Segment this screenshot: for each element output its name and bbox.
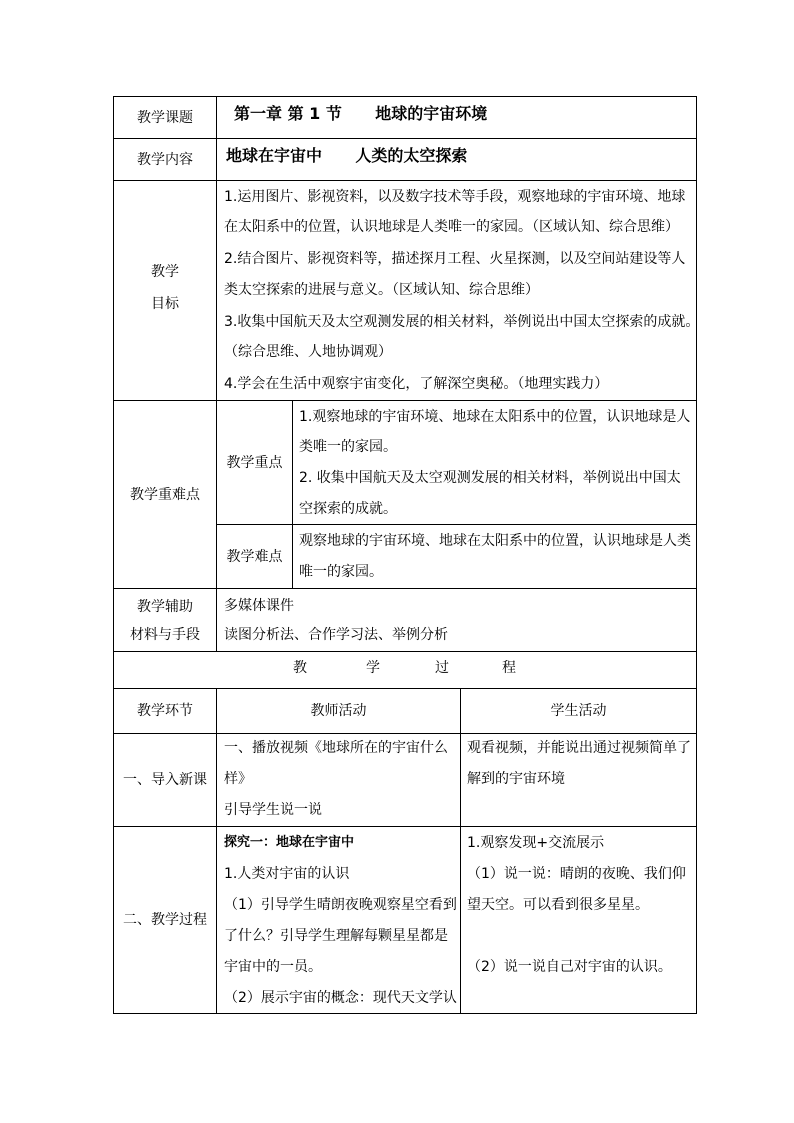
student-line: 望天空。可以看到很多星星。 [467, 897, 649, 913]
difficult-point-line: 唯一的家园。 [299, 564, 383, 580]
grid-line [696, 96, 697, 1014]
objectives-label-line2: 目标 [151, 296, 179, 312]
grid-line [460, 688, 461, 1014]
col-header-stage: 教学环节 [137, 703, 193, 719]
aids-line: 读图分析法、合作学习法、举例分析 [224, 627, 448, 643]
aids-label [114, 597, 216, 645]
objective-line: （综合思维、人地协调观） [224, 344, 392, 360]
teacher-line: （2）展示宇宙的概念：现代天文学认 [224, 990, 457, 1006]
aids-line: 多媒体课件 [224, 598, 294, 614]
process-title-char: 学 [366, 660, 380, 676]
teacher-line: 1.人类对宇宙的认识 [224, 866, 350, 882]
key-point-line: 2. 收集中国航天及太空观测发展的相关材料，举例说出中国太 [299, 470, 681, 486]
key-points-label: 教学重点 [226, 454, 283, 471]
student-line: （2）说一说自己对宇宙的认识。 [467, 959, 672, 975]
key-difficult-label: 教学重难点 [130, 486, 200, 503]
objectives-label-line1: 教学 [151, 264, 179, 280]
aids-label-line2: 材料与手段 [130, 627, 200, 643]
stage-process: 二、教学过程 [123, 912, 207, 928]
objective-line: 4.学会在生活中观察宇宙变化，了解深空奥秘。（地理实践力） [224, 376, 609, 392]
teacher-line: 样》 [224, 771, 252, 787]
process-title-char: 程 [502, 660, 516, 676]
col-header-teacher: 教师活动 [310, 703, 367, 719]
objective-line: 1.运用图片、影视资料，以及数字技术等手段，观察地球的宇宙环境、地球 [224, 189, 686, 205]
content-value: 地球在宇宙中 人类的太空探索 [226, 146, 468, 165]
teacher-line: 引导学生说一说 [224, 802, 322, 818]
topic-label: 教学课题 [137, 109, 193, 126]
process-title-char: 过 [435, 660, 449, 676]
aids-label-line1: 教学辅助 [137, 599, 193, 615]
grid-line [113, 588, 697, 589]
teacher-line: （1）引导学生晴朗夜晚观察星空看到 [224, 897, 457, 913]
student-line: 1.观察发现+交流展示 [467, 835, 605, 851]
key-point-line: 空探索的成就。 [299, 501, 397, 517]
grid-line [113, 180, 697, 181]
stage-intro: 一、导入新课 [123, 772, 207, 788]
teacher-line: 探究一：地球在宇宙中 [224, 835, 355, 850]
grid-line [113, 651, 697, 652]
content-label: 教学内容 [137, 151, 193, 168]
objectives-label [114, 262, 216, 314]
student-line: 解到的宇宙环境 [467, 771, 565, 787]
topic-value: 第一章 第 1 节 地球的宇宙环境 [234, 104, 488, 123]
col-header-student: 学生活动 [550, 703, 607, 719]
process-title-char: 教 [293, 660, 307, 676]
key-point-line: 1.观察地球的宇宙环境、地球在太阳系中的位置，认识地球是人 [299, 409, 691, 425]
teacher-line: 宇宙中的一员。 [224, 959, 322, 975]
grid-line [292, 400, 293, 588]
objective-line: 在太阳系中的位置，认识地球是人类唯一的家园。（区域认知、综合思维） [224, 219, 679, 235]
grid-line [113, 1013, 697, 1014]
objective-line: 类太空探索的进展与意义。（区域认知、综合思维） [224, 282, 539, 298]
teacher-line: 一、播放视频《地球所在的宇宙什么 [224, 740, 448, 756]
key-point-line: 类唯一的家园。 [299, 439, 397, 455]
difficult-points-label: 教学难点 [226, 548, 283, 565]
student-line: （1）说一说：晴朗的夜晚、我们仰 [467, 866, 686, 882]
teacher-line: 了什么？引导学生理解每颗星星都是 [224, 928, 448, 944]
student-line: 观看视频，并能说出通过视频简单了 [467, 740, 691, 756]
difficult-point-line: 观察地球的宇宙环境、地球在太阳系中的位置，认识地球是人类 [299, 533, 691, 549]
objective-line: 2.结合图片、影视资料等，描述探月工程、火星探测，以及空间站建设等人 [224, 251, 686, 267]
grid-line [216, 688, 217, 1014]
objective-line: 3.收集中国航天及太空观测发展的相关材料，举例说出中国太空探索的成就。 [224, 314, 700, 330]
